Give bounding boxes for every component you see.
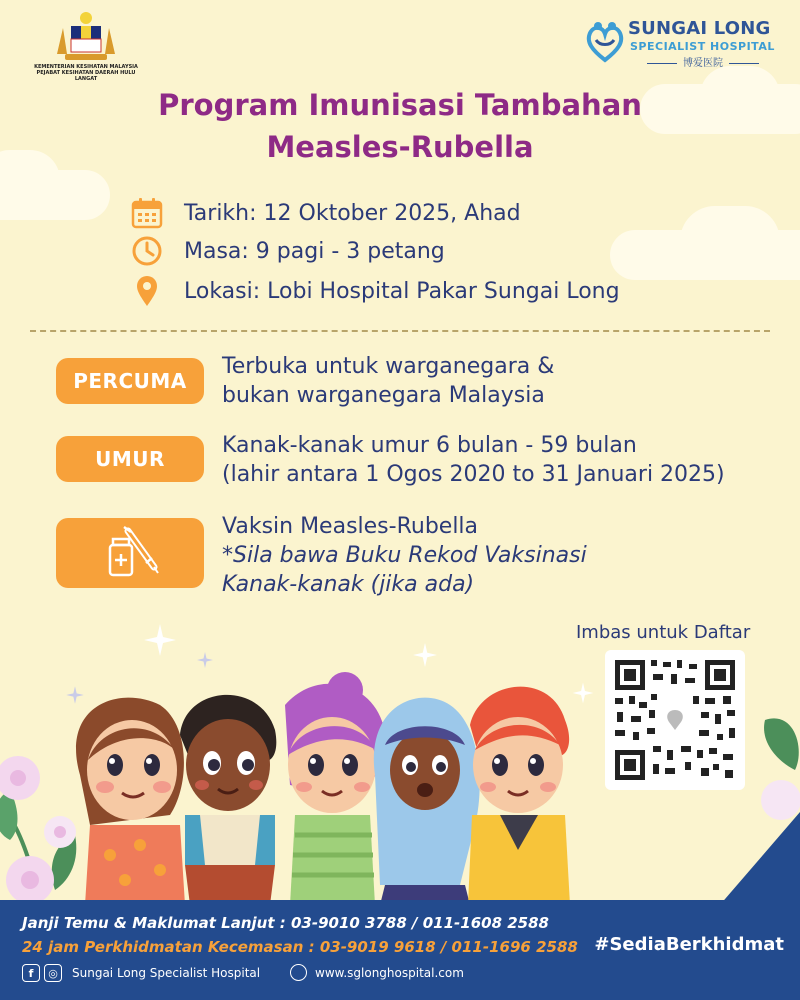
sparkle-icon (140, 620, 180, 660)
hospital-chinese-name: 博爱医院 (630, 54, 776, 69)
vaccine-description (222, 512, 587, 599)
location-row (128, 274, 620, 308)
instagram-icon[interactable]: ◎ (44, 964, 62, 982)
clock-icon (128, 234, 166, 268)
social-links[interactable] (22, 964, 260, 982)
facebook-icon[interactable]: f (22, 964, 40, 982)
umur-badge: UMUR (56, 436, 204, 482)
calendar-icon (128, 196, 166, 230)
vaccine-badge (56, 518, 204, 588)
time-row (128, 234, 445, 268)
government-logo (26, 10, 146, 82)
umur-line1: Kanak-kanak umur 6 bulan - 59 bulan (222, 433, 637, 458)
page-title-line1: Program Imunisasi Tambahan (158, 88, 642, 122)
hospital-subname: SPECIALIST HOSPITAL (630, 40, 775, 53)
date-row (128, 196, 521, 230)
umur-description (222, 431, 725, 489)
hospital-logo (584, 16, 784, 72)
globe-icon (290, 964, 307, 981)
website-link[interactable] (290, 964, 464, 981)
vaccine-icon (100, 523, 160, 583)
gov-line2: PEJABAT KESIHATAN DAERAH HULU LANGAT (36, 70, 136, 82)
hospital-name: SUNGAI LONG (628, 18, 771, 39)
date-text: Tarikh: 12 Oktober 2025, Ahad (184, 200, 521, 226)
website-url[interactable]: www.sglonghospital.com (315, 965, 464, 980)
emergency-contact: 24 jam Perkhidmatan Kecemasan : 03-9019 9618 / 011-1696 2588 (22, 938, 578, 956)
percuma-badge: PERCUMA (56, 358, 204, 404)
location-text: Lokasi: Lobi Hospital Pakar Sungai Long (184, 278, 620, 304)
dashed-divider (30, 330, 770, 332)
coat-of-arms-icon (51, 10, 121, 62)
location-pin-icon (128, 274, 166, 308)
page-title-line2: Measles-Rubella (266, 130, 534, 164)
time-text: Masa: 9 pagi - 3 petang (184, 238, 445, 264)
cloud-decoration (680, 206, 780, 276)
vaccine-line2: *Sila bawa Buku Rekod Vaksinasi (222, 543, 587, 568)
vaccine-line1: Vaksin Measles-Rubella (222, 514, 479, 539)
qr-code-icon (605, 650, 745, 790)
appointment-contact: Janji Temu & Maklumat Lanjut : 03-9010 3788 / 011-1608 2588 (22, 914, 549, 932)
leaf-decoration (735, 710, 800, 820)
qr-code[interactable] (605, 650, 745, 790)
percuma-line2: bukan warganegara Malaysia (222, 383, 545, 408)
vaccine-line3: Kanak-kanak (jika ada) (222, 572, 475, 597)
hashtag: #SediaBerkhidmat (594, 934, 784, 955)
social-handle: Sungai Long Specialist Hospital (72, 966, 261, 980)
scan-label: Imbas untuk Daftar (576, 622, 751, 643)
percuma-line1: Terbuka untuk warganegara & (222, 354, 555, 379)
percuma-description (222, 352, 554, 410)
umur-line2: (lahir antara 1 Ogos 2020 to 31 Januari 2025) (222, 462, 725, 487)
hospital-heart-icon (584, 20, 626, 66)
gov-line1: KEMENTERIAN KESIHATAN MALAYSIA (34, 64, 138, 70)
children-illustration (60, 665, 600, 905)
